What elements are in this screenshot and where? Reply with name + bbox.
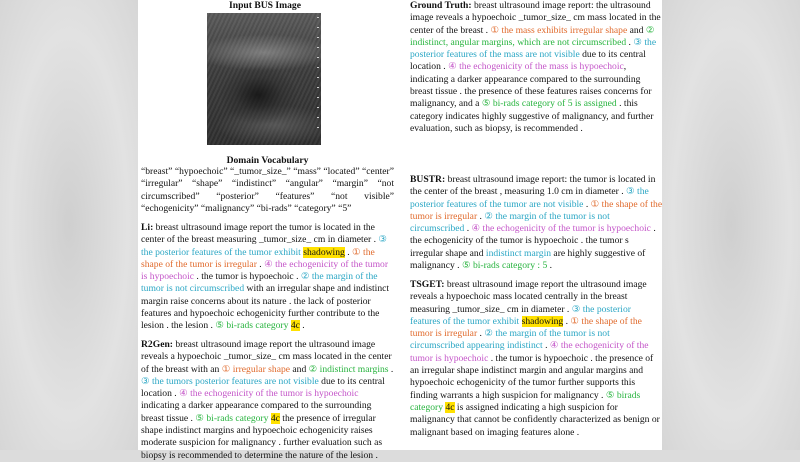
aspect-magenta: ④ the echogenicity of the tumor is hypoechoic xyxy=(410,340,649,364)
aspect-orange: ① the shape of the tumor is irregular xyxy=(410,198,663,222)
report-text: breast ultrasound image report the ultrasound image reveals a hypoechoic _tumor_size_ cm mass located in the center of the breast with an xyxy=(141,339,392,375)
report-text: , indicating a darker appearance compared to the surrounding breast tissue . the presence of these features raises concerns for malignancy, and a xyxy=(410,61,652,110)
report-text: . this category indicates highly suggestive of malignancy, and further evaluation, such as biopsy, is recommended . xyxy=(410,98,654,134)
report-text: breast ultrasound image report the tumor is located in the center of the breast measuring _tumor_size_ cm in diameter . xyxy=(141,222,379,246)
report-label: Ground Truth: xyxy=(410,0,472,11)
report-ground-truth xyxy=(410,0,663,135)
aspect-cyan: ③ the posterior features of the mass are not visible xyxy=(410,36,657,61)
report-label: R2Gen: xyxy=(141,339,173,350)
aspect-magenta: ④ the echogenicity of the tumor is hypoechoic xyxy=(141,258,389,283)
report-tsget xyxy=(410,279,663,439)
report-text: . xyxy=(344,246,353,258)
backdrop-left xyxy=(0,0,138,450)
vocab-title: Domain Vocabulary xyxy=(226,155,309,166)
highlighted-term: shadowing xyxy=(303,246,345,258)
depth-scale xyxy=(317,17,319,137)
aspect-green: ② indistinct margins xyxy=(308,363,389,375)
report-text: the presence of irregular shape indistinct margins and hypoechoic echogenicity raises moderate suspicion for malignancy . further evaluation such as biopsy is recommended to determine the nature of the lesion . xyxy=(141,412,383,461)
highlighted-term: 4c xyxy=(445,401,455,413)
report-text: . xyxy=(464,223,472,235)
report-text: . xyxy=(477,210,485,222)
report-text: . xyxy=(626,36,634,48)
report-text: . xyxy=(388,363,394,375)
aspect-magenta: ④ the echogenicity of the mass is hypoechoic xyxy=(448,61,624,73)
aspect-cyan: ③ the tumors posterior features are not visible xyxy=(141,375,319,387)
aspect-cyan: ③ the posterior features of the tumor exhibit xyxy=(410,303,631,327)
aspect-cyan: ③ the posterior features of the tumor exhibit xyxy=(141,234,387,258)
report-text: is assigned indicating a high suspicion for malignancy that cannot be confidently characterized as benign or malignant based on imaging features alone . xyxy=(410,401,660,438)
aspect-green: ⑤ bi-rads category xyxy=(195,412,271,424)
report-text: . xyxy=(583,198,591,210)
report-text: . xyxy=(299,320,305,332)
aspect-cyan: ② the margin of the tumor is not circumscribed xyxy=(410,210,610,235)
report-text: and xyxy=(627,24,646,36)
aspect-cyan: ② the margin of the tumor is not circumscribed appearing indistinct xyxy=(410,328,610,352)
highlighted-term: shadowing xyxy=(521,315,564,327)
paper-page xyxy=(138,0,663,461)
report-label: TSGET: xyxy=(410,279,445,290)
report-li xyxy=(141,222,394,333)
report-text: . xyxy=(477,328,485,340)
aspect-cyan: indistinct margin xyxy=(485,247,552,259)
highlighted-term: 4c xyxy=(290,320,300,332)
report-r2gen xyxy=(141,339,394,462)
report-text: breast ultrasound image report: the ultrasound image reveals a hypoechoic _tumor_size_ cm mass located in the center of the breast . xyxy=(410,0,661,36)
aspect-cyan: ③ the posterior features of the tumor are not visible xyxy=(410,186,649,210)
aspect-green: ⑤ bi-rads category xyxy=(215,320,291,332)
aspect-magenta: ④ the echogenicity of the tumor is hypoechoic xyxy=(471,223,651,235)
aspect-green: ⑤ bi-rads category of 5 is assigned xyxy=(481,98,617,110)
report-text: and xyxy=(290,363,309,375)
aspect-orange: ① the shape of the tumor is irregular xyxy=(410,315,642,340)
report-text: . xyxy=(256,258,265,270)
image-title: Input BUS Image xyxy=(229,0,301,11)
aspect-magenta: ④ the echogenicity of the tumor is hypoechoic xyxy=(179,388,359,400)
report-text: due to its central location . xyxy=(141,375,385,400)
report-text: with an irregular shape and indistinct margin raise concerns about its nature . the lack of posterior features and hypoechoic echogenicity further contribute to the lesion . the lesion . xyxy=(141,283,390,332)
aspect-orange: ① the shape of the tumor is irregular xyxy=(141,246,375,270)
aspect-orange: ① the mass exhibits irregular shape xyxy=(490,24,628,36)
aspect-orange: ① irregular shape xyxy=(221,363,291,375)
report-label: BUSTR: xyxy=(410,174,446,185)
highlighted-term: 4c xyxy=(270,412,280,424)
report-text: . xyxy=(542,340,550,352)
report-bustr xyxy=(410,174,663,272)
report-text: . the tumor is hypoechoic . xyxy=(194,271,301,283)
aspect-cyan: ② the margin of the tumor is not circumscribed xyxy=(141,271,378,295)
report-text: breast ultrasound image report the ultrasound image reveals a hypoechoic mass located centrally in the breast measuring _tumor_size_ cm in diameter . xyxy=(410,279,647,315)
report-text: indicating a darker appearance compared to the surrounding breast tissue . xyxy=(141,400,372,424)
report-text: . xyxy=(547,260,553,272)
report-text: are highly suggestive of malignancy . xyxy=(410,247,646,272)
aspect-green: ⑤ bi-rads category : 5 xyxy=(461,260,548,272)
report-text: breast ultrasound image report: the tumor is located in the center of the breast , measuring 1.0 cm in diameter . xyxy=(410,174,656,198)
ultrasound-image xyxy=(207,13,321,145)
aspect-green: ⑤ birads category xyxy=(410,389,641,413)
backdrop-right xyxy=(662,0,800,450)
report-label: Li: xyxy=(141,222,154,233)
report-text: . the echogenicity of the tumor is hypoechoic . the tumor s irregular shape and xyxy=(410,223,656,259)
report-text: due to its central location . xyxy=(410,49,646,73)
aspect-green: ② indistinct, angular margins, which are not circumscribed xyxy=(410,24,655,48)
vocab-text: “breast” “hypoechoic” “_tumor_size_” “mass” “located” “center” “irregular” “shape” “indistinct” “angular” “margin” “not circumscribed” “posterior” “features” “not visible” “echogenicity” “malignancy” “bi-rads” “category” “5” xyxy=(141,166,394,214)
report-text: . xyxy=(563,315,571,327)
report-text: . the tumor is hypoechoic . the presence of an irregular shape indistinct margin and angular margins and hypoechoic echogenicity of the tumor further supports this finding warrants a high suspicion for malignancy . xyxy=(410,352,654,401)
